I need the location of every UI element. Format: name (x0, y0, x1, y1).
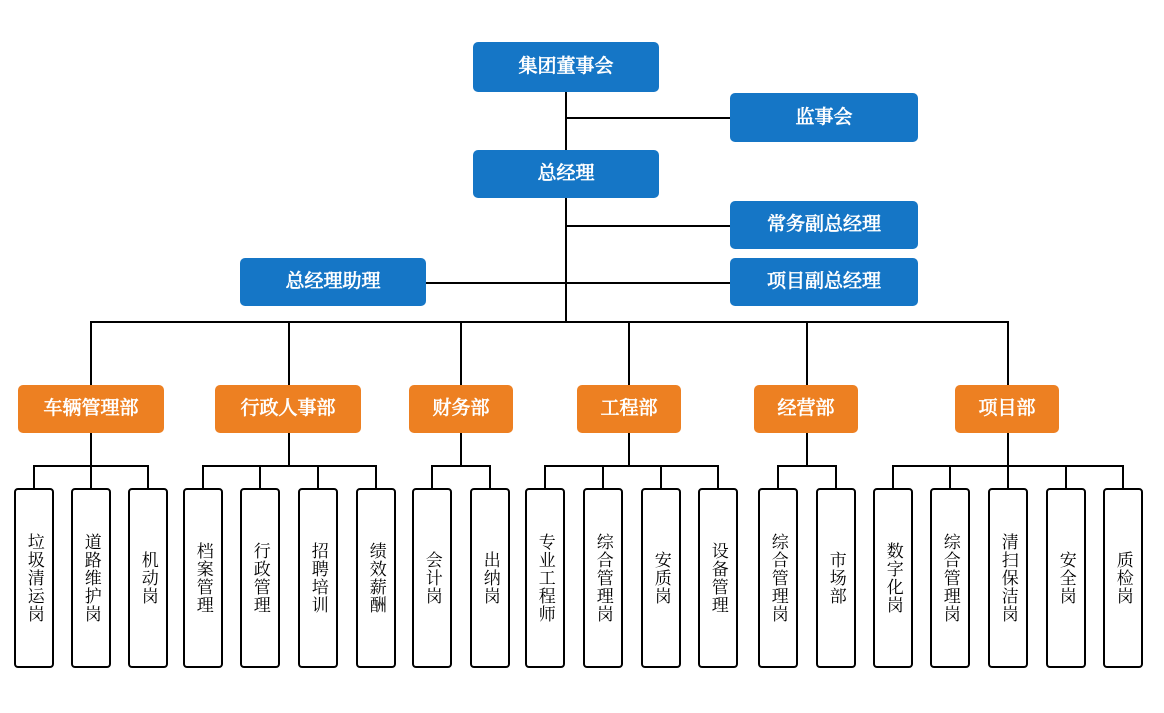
node-position-admin-2[interactable] (240, 488, 280, 668)
node-position-label: 绩效薪酬 (366, 542, 386, 614)
connector-bus-operations (806, 321, 808, 385)
node-position-project-1[interactable] (873, 488, 913, 668)
connector-gm-to-exec-vp (565, 225, 730, 227)
node-position-label: 数字化岗 (883, 542, 903, 614)
drop-admin-4 (375, 465, 377, 488)
bus-engineering (544, 465, 717, 467)
department-bus (90, 321, 1009, 323)
node-position-label: 清扫保洁岗 (998, 533, 1018, 623)
node-department-engineering-label: 工程部 (600, 398, 658, 420)
drop-operations-2 (835, 465, 837, 488)
node-position-label: 招聘培训 (308, 542, 328, 614)
connector-gm-to-project-vp (565, 282, 730, 284)
node-department-operations-label: 经营部 (777, 398, 835, 420)
connector-bus-finance (460, 321, 462, 385)
drop-engineering-1 (544, 465, 546, 488)
node-gm-label: 总经理 (537, 163, 595, 185)
node-position-label: 综合管理岗 (940, 533, 960, 623)
node-gm[interactable] (473, 150, 659, 198)
drop-engineering-3 (660, 465, 662, 488)
node-position-project-3[interactable] (988, 488, 1028, 668)
node-gm-assistant-label: 总经理助理 (285, 271, 381, 293)
node-department-operations[interactable] (754, 385, 858, 433)
drop-vehicle-2 (90, 465, 92, 488)
node-board[interactable] (473, 42, 659, 92)
node-department-finance-label: 财务部 (432, 398, 490, 420)
node-position-engineering-2[interactable] (583, 488, 623, 668)
node-department-project-label: 项目部 (978, 398, 1036, 420)
node-position-operations-1[interactable] (758, 488, 798, 668)
drop-project-5 (1122, 465, 1124, 488)
node-position-engineering-1[interactable] (525, 488, 565, 668)
drop-admin-3 (317, 465, 319, 488)
node-position-label: 市场部 (826, 551, 846, 605)
drop-finance-1 (431, 465, 433, 488)
node-position-project-5[interactable] (1103, 488, 1143, 668)
node-position-label: 档案管理 (193, 542, 213, 614)
connector-bus-engineering (628, 321, 630, 385)
drop-operations-1 (777, 465, 779, 488)
node-position-finance-1[interactable] (412, 488, 452, 668)
stem-finance (460, 433, 462, 465)
node-department-admin[interactable] (215, 385, 361, 433)
node-position-finance-2[interactable] (470, 488, 510, 668)
stem-admin (288, 433, 290, 465)
node-position-label: 安全岗 (1056, 551, 1076, 605)
node-position-vehicle-3[interactable] (128, 488, 168, 668)
drop-project-4 (1065, 465, 1067, 488)
node-position-label: 道路维护岗 (81, 533, 101, 623)
node-position-engineering-4[interactable] (698, 488, 738, 668)
node-department-engineering[interactable] (577, 385, 681, 433)
drop-finance-2 (489, 465, 491, 488)
drop-vehicle-1 (33, 465, 35, 488)
bus-admin (202, 465, 375, 467)
connector-bus-project (1007, 321, 1009, 385)
node-position-label: 机动岗 (138, 551, 158, 605)
node-position-label: 安质岗 (651, 551, 671, 605)
node-project-vp-label: 项目副总经理 (766, 271, 881, 293)
node-department-admin-label: 行政人事部 (240, 398, 336, 420)
node-board-label: 集团董事会 (518, 56, 614, 78)
connector-gm-to-supervisory (565, 117, 730, 119)
node-position-admin-1[interactable] (183, 488, 223, 668)
node-exec-vp[interactable] (730, 201, 918, 249)
node-department-project[interactable] (955, 385, 1059, 433)
node-position-admin-3[interactable] (298, 488, 338, 668)
drop-project-3 (1007, 465, 1009, 488)
node-position-vehicle-2[interactable] (71, 488, 111, 668)
node-department-vehicle[interactable] (18, 385, 164, 433)
stem-engineering (628, 433, 630, 465)
node-position-label: 垃圾清运岗 (24, 533, 44, 623)
stem-operations (806, 433, 808, 465)
bus-finance (431, 465, 489, 467)
bus-operations (777, 465, 835, 467)
node-position-label: 行政管理 (250, 542, 270, 614)
drop-engineering-2 (602, 465, 604, 488)
node-project-vp[interactable] (730, 258, 918, 306)
drop-admin-1 (202, 465, 204, 488)
drop-engineering-4 (717, 465, 719, 488)
drop-project-1 (892, 465, 894, 488)
node-position-engineering-3[interactable] (641, 488, 681, 668)
node-position-label: 综合管理岗 (768, 533, 788, 623)
node-position-label: 会计岗 (422, 551, 442, 605)
stem-vehicle (90, 433, 92, 465)
node-exec-vp-label: 常务副总经理 (766, 214, 881, 236)
connector-gm-to-assistant (424, 282, 566, 284)
node-supervisory-label: 监事会 (795, 106, 853, 128)
node-position-label: 专业工程师 (535, 533, 555, 623)
node-position-label: 质检岗 (1113, 551, 1133, 605)
connector-bus-vehicle (90, 321, 92, 385)
node-position-project-4[interactable] (1046, 488, 1086, 668)
node-position-admin-4[interactable] (356, 488, 396, 668)
connector-gm-trunk (565, 198, 567, 322)
stem-project (1007, 433, 1009, 465)
node-position-operations-2[interactable] (816, 488, 856, 668)
node-supervisory[interactable] (730, 93, 918, 142)
node-position-label: 出纳岗 (480, 551, 500, 605)
connector-board-to-gm (565, 92, 567, 152)
connector-bus-admin (288, 321, 290, 385)
node-position-vehicle-1[interactable] (14, 488, 54, 668)
node-gm-assistant[interactable] (240, 258, 426, 306)
node-department-finance[interactable] (409, 385, 513, 433)
node-position-project-2[interactable] (930, 488, 970, 668)
drop-vehicle-3 (147, 465, 149, 488)
node-position-label: 综合管理岗 (593, 533, 613, 623)
drop-admin-2 (259, 465, 261, 488)
node-position-label: 设备管理 (708, 542, 728, 614)
node-department-vehicle-label: 车辆管理部 (43, 398, 139, 420)
drop-project-2 (949, 465, 951, 488)
